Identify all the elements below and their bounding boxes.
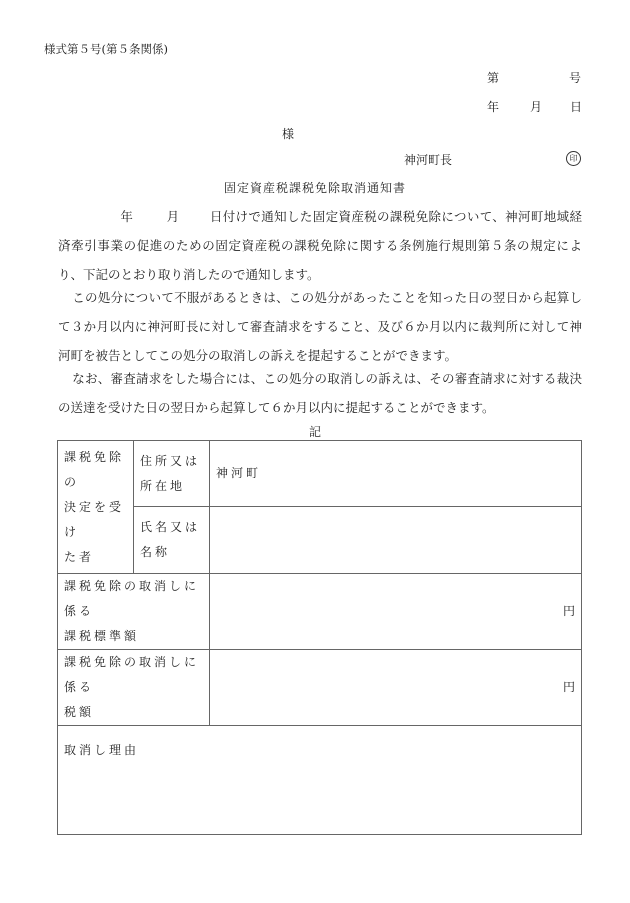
date-day-label: 日 [570, 100, 583, 114]
paragraph-notification-text: 日付けで通知した固定資産税の課税免除について、神河町地域経済牽引事業の促進のための固定資産税の課税免除に関する条例施行規則第５条の規定により、下記のとおり取り消したので通知します。 [58, 209, 582, 282]
paragraph-lawsuit-text: なお、審査請求をした場合には、この処分の取消しの訴えは、その審査請求に対する裁決の送達を受けた日の翌日から起算して６か月以内に提起することができます。 [58, 371, 582, 415]
document-number-label: 第 [487, 71, 500, 85]
address-label-cell [134, 441, 210, 507]
date-year-label: 年 [487, 100, 500, 114]
name-label-line-1: 氏名又は [140, 520, 201, 534]
tax-standard-amount-cell [210, 574, 582, 650]
seal-mark-icon: 印 [566, 151, 581, 166]
name-label-cell [134, 507, 210, 574]
tax-standard-label-cell [58, 574, 210, 650]
cancellation-reason-cell [58, 726, 582, 835]
recipient-label-line-2: 決定を受け [64, 499, 125, 539]
tax-amount-cell [210, 650, 582, 726]
paragraph-appeal-rights [58, 283, 582, 370]
address-label-line-2: 所在地 [140, 478, 186, 493]
paragraph-year: 年 [120, 209, 134, 224]
address-label-line-1: 住所又は [140, 453, 201, 468]
document-number-suffix: 号 [569, 71, 582, 85]
document-title: 固定資産税課税免除取消通知書 [223, 181, 406, 195]
paragraph-appeal-text: この処分について不服があるときは、この処分があったことを知った日の翌日から起算して３か月以内に神河町長に対して審査請求をすること、及び６か月以内に裁判所に対して神河町を被告としてこの処分の取消しの訴えを提起することができます。 [58, 290, 582, 363]
tax-standard-label-line-1: 課税免除の取消しに係る [64, 579, 200, 618]
form-identifier: 様式第５号(第５条関係) [44, 42, 168, 56]
name-value-cell [210, 507, 582, 574]
tax-amount-label-line-1: 課税免除の取消しに係る [64, 655, 200, 694]
issuer-name: 神河町長 [404, 153, 453, 167]
yen-unit: 円 [562, 680, 575, 694]
table-row [58, 507, 582, 574]
detail-table [57, 440, 582, 835]
ki-heading: 記 [308, 425, 321, 439]
recipient-label-cell [58, 441, 134, 574]
recipient-label-line-3: た者 [64, 549, 95, 564]
table-row [58, 441, 582, 507]
addressee-honorific: 様 [282, 127, 295, 141]
name-label-line-2: 名称 [140, 545, 171, 559]
table-row [58, 650, 582, 726]
recipient-label-line-1: 課税免除の [64, 449, 125, 489]
cancellation-reason-label: 取消し理由 [64, 743, 140, 757]
tax-amount-label-line-2: 税額 [64, 705, 95, 719]
paragraph-lawsuit-note [58, 364, 582, 422]
tax-amount-label-cell [58, 650, 210, 726]
paragraph-month: 月 [166, 209, 180, 224]
address-value-cell: 神河町 [210, 441, 582, 507]
tax-standard-label-line-2: 課税標準額 [64, 629, 140, 643]
table-row [58, 574, 582, 650]
table-row [58, 726, 582, 835]
date-month-label: 月 [530, 100, 543, 114]
yen-unit: 円 [562, 604, 575, 618]
paragraph-notification [58, 202, 582, 289]
